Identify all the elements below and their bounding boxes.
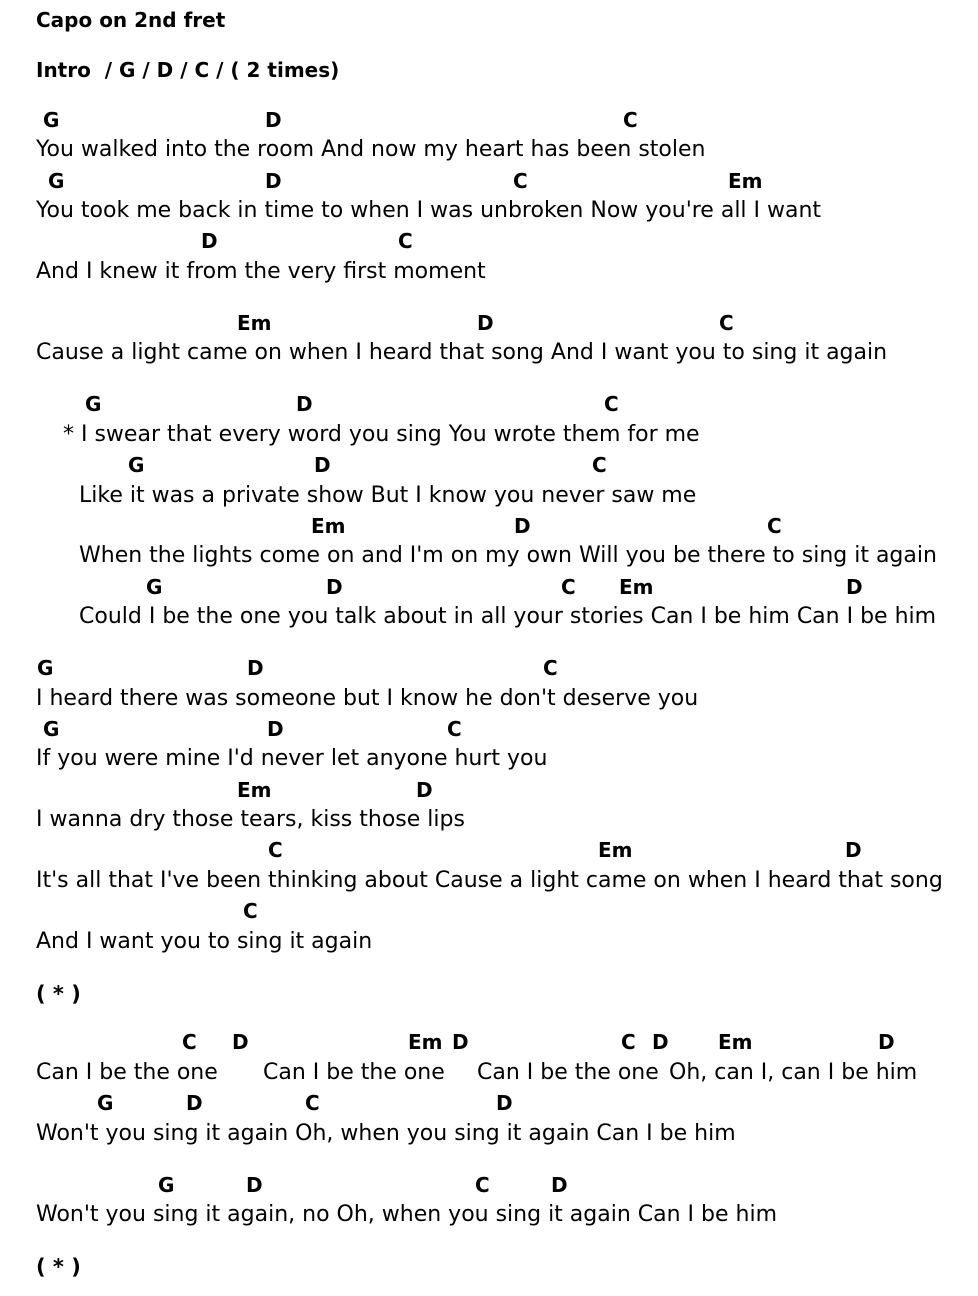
chord: C <box>543 656 558 680</box>
chord: D <box>326 575 343 599</box>
lyric-line: I wanna dry those tears, kiss those lips <box>36 807 465 832</box>
chord: D <box>416 778 433 802</box>
chord: D <box>878 1030 895 1054</box>
lyric-segment: Can I be the one <box>263 1060 445 1085</box>
chord: D <box>265 108 282 132</box>
capo-note: Capo on 2nd fret <box>36 8 226 32</box>
lyric-line: Like it was a private show But I know you never saw me <box>79 483 697 508</box>
chord: D <box>265 169 282 193</box>
chord: C <box>447 717 462 741</box>
chord: Em <box>237 311 272 335</box>
chord: C <box>513 169 528 193</box>
chord: D <box>845 838 862 862</box>
lyric-line: And I knew it from the very first moment <box>36 259 486 284</box>
chord: D <box>477 311 494 335</box>
lyric-segment: Can I be the one <box>36 1060 218 1085</box>
chord: G <box>37 656 54 680</box>
chord: D <box>652 1030 669 1054</box>
chord: Em <box>619 575 654 599</box>
chord: D <box>267 717 284 741</box>
chord: D <box>232 1030 249 1054</box>
intro-line: Intro / G / D / C / ( 2 times) <box>36 58 340 82</box>
repeat-chorus-marker: ( * ) <box>36 1255 81 1279</box>
chord: C <box>561 575 576 599</box>
chord: C <box>398 229 413 253</box>
chord: D <box>247 656 264 680</box>
chord: C <box>592 453 607 477</box>
lyric-line: You took me back in time to when I was unbroken Now you're all I want <box>36 198 822 223</box>
chord: C <box>243 899 258 923</box>
lyric-line: I heard there was someone but I know he don't deserve you <box>36 686 699 711</box>
chord: D <box>296 392 313 416</box>
chord: C <box>182 1030 197 1054</box>
chord: G <box>97 1091 114 1115</box>
chord: D <box>452 1030 469 1054</box>
chord: C <box>268 838 283 862</box>
chord: Em <box>728 169 763 193</box>
chord: G <box>146 575 163 599</box>
lyric-line: Could I be the one you talk about in all your stories Can I be him Can I be him <box>79 604 937 629</box>
lyric-line: Won't you sing it again Oh, when you sing it again Can I be him <box>36 1121 736 1146</box>
lyric-line: And I want you to sing it again <box>36 929 373 954</box>
chord: Em <box>598 838 633 862</box>
lyric-line: * I swear that every word you sing You wrote them for me <box>63 422 700 447</box>
chord: Em <box>408 1030 443 1054</box>
chord: D <box>514 514 531 538</box>
chord: D <box>201 229 218 253</box>
chord: C <box>475 1173 490 1197</box>
lyric-segment: Oh, can I, can I be him <box>669 1060 918 1085</box>
chord: Em <box>718 1030 753 1054</box>
lyric-line: If you were mine I'd never let anyone hurt you <box>36 746 548 771</box>
lyric-segment: Can I be the one <box>477 1060 659 1085</box>
chord: C <box>621 1030 636 1054</box>
chord: D <box>314 453 331 477</box>
chord: G <box>48 169 65 193</box>
lyric-line: It's all that I've been thinking about Cause a light came on when I heard that song <box>36 868 943 893</box>
lyric-line: When the lights come on and I'm on my own Will you be there to sing it again <box>79 543 937 568</box>
chord: D <box>846 575 863 599</box>
chord: C <box>604 392 619 416</box>
lyric-line: You walked into the room And now my heart has been stolen <box>36 137 706 162</box>
repeat-chorus-marker: ( * ) <box>36 982 81 1006</box>
chord: C <box>623 108 638 132</box>
chord: G <box>128 453 145 477</box>
chord: G <box>85 392 102 416</box>
chord: G <box>43 717 60 741</box>
chord: C <box>719 311 734 335</box>
lyric-line: Won't you sing it again, no Oh, when you sing it again Can I be him <box>36 1202 778 1227</box>
chord: D <box>186 1091 203 1115</box>
chord: Em <box>311 514 346 538</box>
chord: D <box>246 1173 263 1197</box>
chord: G <box>43 108 60 132</box>
chord: C <box>305 1091 320 1115</box>
chord: Em <box>237 778 272 802</box>
chord: G <box>158 1173 175 1197</box>
chord: D <box>496 1091 513 1115</box>
lyric-line: Cause a light came on when I heard that song And I want you to sing it again <box>36 340 888 365</box>
chord: D <box>551 1173 568 1197</box>
chord: C <box>767 514 782 538</box>
